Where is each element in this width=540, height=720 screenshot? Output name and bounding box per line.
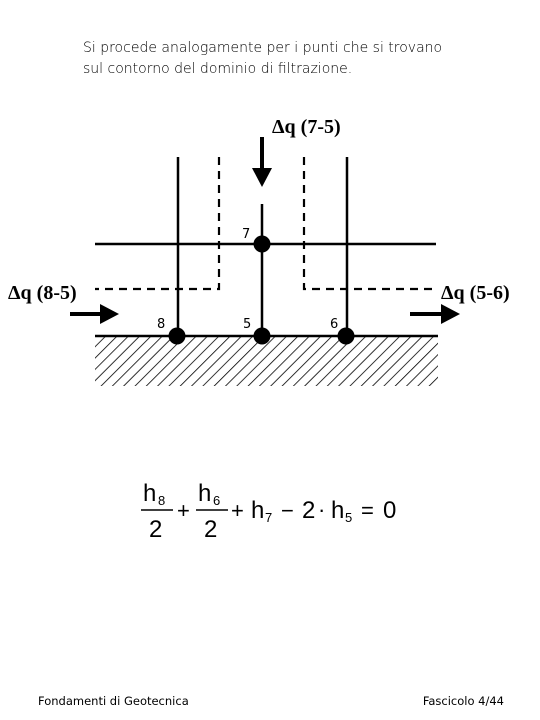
formula-sub7: 7 — [265, 510, 273, 525]
control-boundary-left — [95, 157, 219, 289]
node-label-6: 6 — [330, 317, 339, 332]
node-label-8: 8 — [157, 317, 166, 332]
formula-two-1: 2 — [149, 516, 163, 543]
node-8 — [169, 328, 186, 345]
formula-sub6: 6 — [213, 493, 221, 508]
control-boundary-right — [304, 157, 436, 289]
formula-two-3: 2 — [302, 497, 316, 524]
formula-sub8: 8 — [158, 493, 166, 508]
formula-h6: h — [198, 480, 212, 507]
intro-line-2: sul contorno del dominio di filtrazione. — [83, 61, 353, 77]
formula-minus: − — [281, 498, 294, 523]
arrow-down-icon — [252, 137, 272, 187]
flow-label-right: Δq (5-6) — [441, 282, 510, 304]
formula-two-2: 2 — [204, 516, 218, 543]
node-label-5: 5 — [243, 317, 252, 332]
formula-dot: · — [318, 497, 326, 522]
arrow-right-icon — [70, 304, 119, 324]
flow-label-top: Δq (7-5) — [272, 116, 341, 138]
formula-h5: h — [331, 497, 345, 524]
node-5 — [254, 328, 271, 345]
impermeable-base — [95, 336, 438, 386]
formula-zero: 0 — [383, 497, 397, 524]
intro-line-1: Si procede analogamente per i punti che si trovano — [83, 40, 443, 56]
formula-h7: h — [251, 497, 265, 524]
footer-page-number: Fascicolo 4/44 — [422, 694, 504, 708]
formula-plus-2: + — [231, 498, 244, 523]
arrow-right-icon — [410, 304, 460, 324]
flow-label-left: Δq (8-5) — [8, 282, 77, 304]
node-label-7: 7 — [242, 227, 251, 242]
formula-equals: = — [361, 498, 374, 523]
node-7 — [254, 236, 271, 253]
formula-sub5: 5 — [345, 510, 353, 525]
formula-plus-1: + — [177, 498, 190, 523]
node-6 — [338, 328, 355, 345]
formula-h8: h — [143, 480, 157, 507]
footer-course-title: Fondamenti di Geotecnica — [38, 694, 189, 708]
equation — [141, 480, 396, 543]
